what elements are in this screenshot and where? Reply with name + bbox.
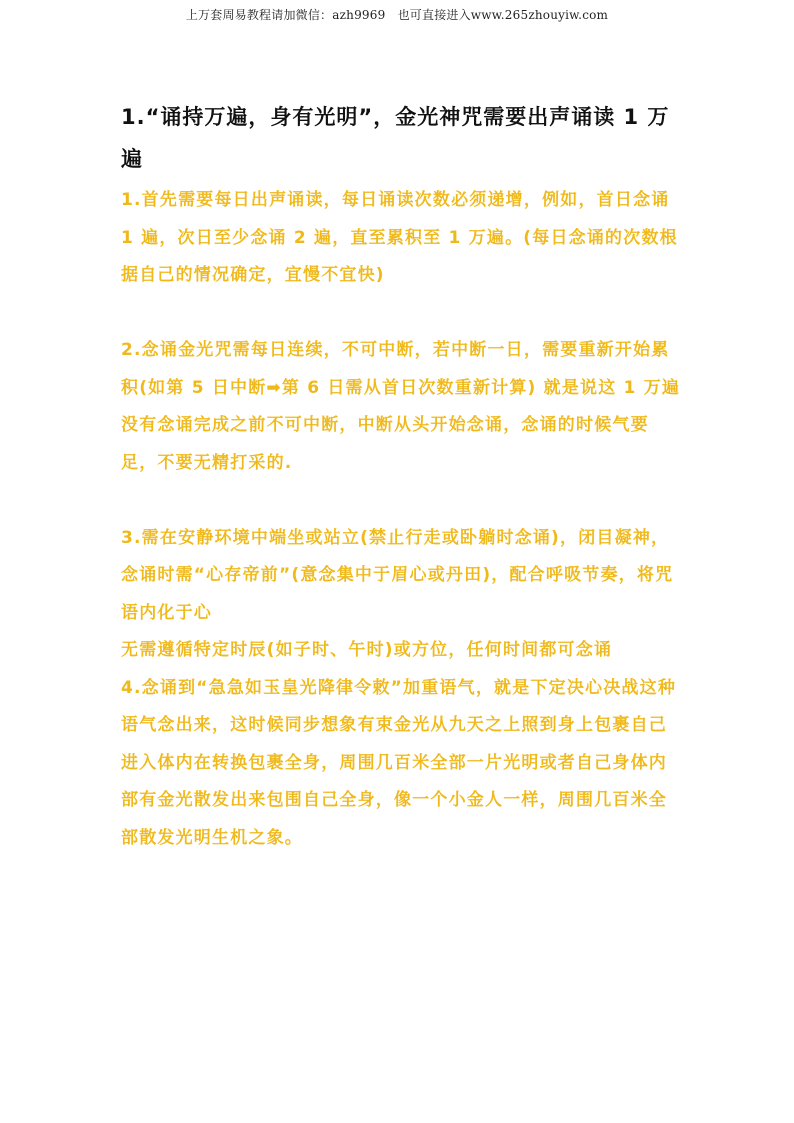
- paragraph-3: 3.需在安静环境中端坐或站立(禁止行走或卧躺时念诵)，闭目凝神，念诵时需“心存帝前”(意念集中于眉心或丹田)，配合呼吸节奏，将咒语内化于心: [121, 527, 674, 623]
- paragraph-4: 4.念诵到“急急如玉皇光降律令敕”加重语气，就是下定决心决战这种语气念出来，这时候同步想象有束金光从九天之上照到身上包裹自己进入体内在转换包裹全身，周围几百米全部一片光明或者自己身体内部有金光散发出来包围自己全身，像一个小金人一样，周围几百米全部散发光明生机之象。: [121, 677, 677, 848]
- paragraph-spacer: [121, 295, 681, 333]
- paragraph-2: 2.念诵金光咒需每日连续，不可中断，若中断一日，需要重新开始累积(如第 5 日中断➡第 6 日需从首日次数重新计算) 就是说这 1 万遍没有念诵完成之前不可中断，中断从头开始念诵，念诵的时候气要足，不要无精打采的.: [121, 340, 681, 473]
- paragraph-3-note: 无需遵循特定时辰(如子时、午时)或方位，任何时间都可念诵: [121, 640, 613, 660]
- header-note: 上万套周易教程请加微信：azh9969 也可直接进入www.265zhouyiw.com: [185, 8, 609, 22]
- paragraph-spacer: [121, 482, 681, 520]
- paragraph-1: 1.首先需要每日出声诵读，每日诵读次数必须递增，例如，首日念诵 1 遍，次日至少念诵 2 遍，直至累积至 1 万遍。(每日念诵的次数根据自己的情况确定，宜慢不宜快): [121, 190, 678, 285]
- document-body: [121, 96, 681, 857]
- document-title: 1.“诵持万遍，身有光明”，金光神咒需要出声诵读 1 万遍: [121, 105, 670, 171]
